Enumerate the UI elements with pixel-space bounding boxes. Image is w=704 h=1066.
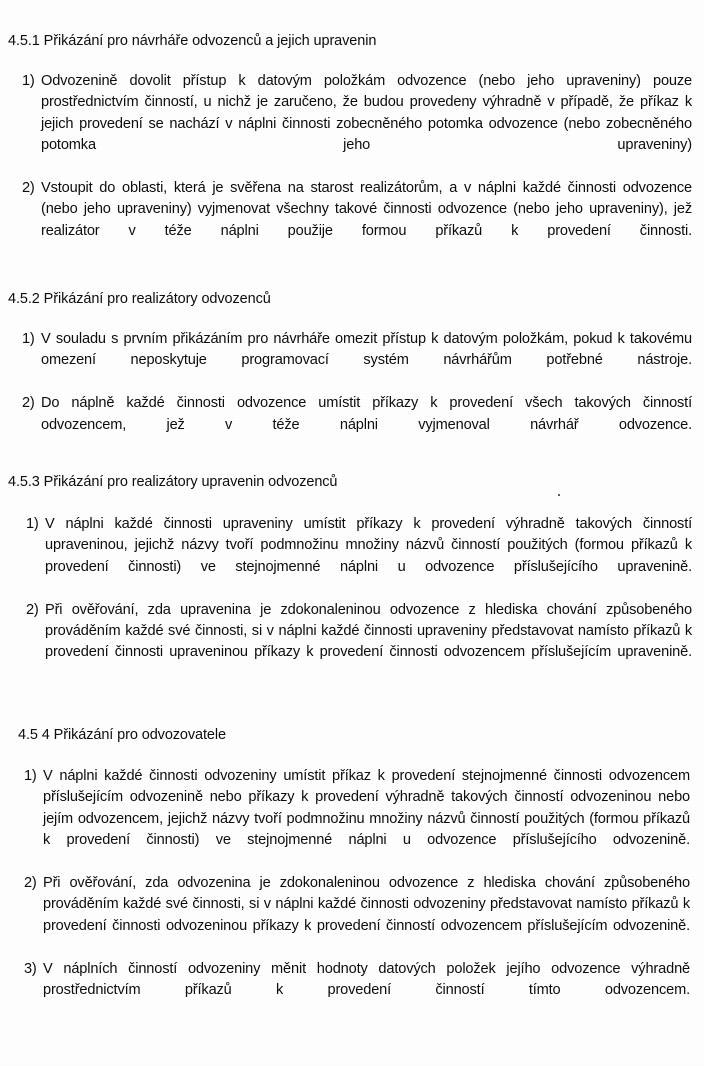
list-item bbox=[22, 393, 692, 457]
list-item bbox=[22, 329, 692, 393]
list-item-text: V náplni každé činnosti upraveniny umístit příkazy k provedení výhradně takových činností upraveninou, jejichž názvy tvoří podmnožinu množiny názvů činností použitých (formou příkazů k provedení činnosti) ve stejnojmenné náplni u odvozence příslušejícího upravenině. bbox=[45, 516, 692, 575]
clause-list-4-5-3 bbox=[26, 514, 692, 685]
section-heading-4-5-2: 4.5.2 Přikázání pro realizátory odvozenců bbox=[8, 291, 271, 307]
list-marker: 1) bbox=[26, 516, 39, 532]
list-item bbox=[24, 959, 690, 1023]
list-item-text: Při ověřování, zda odvozenina je zdokonaleninou odvozence z hlediska chování způsobeného prováděním každé své činnosti, si v náplni každé činnosti odvozeniny představovat namísto příkazů k provedení činnosti odvozeninou příkazy k provedení činností odvozencem příslušejícím odvozenině. bbox=[43, 875, 690, 934]
section-heading-4-5-3: 4.5.3 Přikázání pro realizátory upravenin odvozenců bbox=[8, 474, 338, 490]
list-marker: 1) bbox=[22, 73, 35, 89]
list-marker: 1) bbox=[24, 768, 37, 784]
section-heading-4-5-4: 4.5 4 Přikázání pro odvozovatele bbox=[18, 727, 226, 743]
clause-list-4-5-2 bbox=[22, 329, 692, 457]
list-item-text: Do náplně každé činnosti odvozence umístit příkazy k provedení všech takových činností odvozencem, jež v téže náplni vyjmenoval návrhář odvozence. bbox=[41, 395, 692, 433]
list-item bbox=[24, 873, 690, 959]
list-item bbox=[26, 514, 692, 600]
list-marker: 2) bbox=[24, 875, 37, 892]
list-item-text: V náplni každé činnosti odvozeniny umístit příkaz k provedení stejnojmenné činnosti odvozencem příslušejícím odvozenině nebo příkazy k provedení výhradně takových činností odvozeninou nebo jejím odvozencem, jejichž názvy tvoří podmnožinu množiny názvů činností použitých (formou příkazů k provedení činnosti) ve stejnojmenné náplni u odvozence příslušejícího odvozenině. bbox=[43, 768, 690, 849]
list-item bbox=[26, 600, 692, 686]
section-heading-4-5-1: 4.5.1 Přikázání pro návrháře odvozenců a jejich upravenin bbox=[8, 33, 377, 49]
scan-speck bbox=[558, 494, 560, 496]
clause-list-4-5-4 bbox=[24, 766, 690, 1023]
list-marker: 3) bbox=[24, 960, 37, 977]
list-marker: 1) bbox=[22, 331, 35, 347]
list-item bbox=[22, 71, 692, 178]
list-marker: 2) bbox=[22, 180, 35, 197]
list-item bbox=[22, 178, 692, 264]
list-item-text: V náplních činností odvozeniny měnit hodnoty datových položek jejího odvozence výhradně prostřednictvím příkazů k provedení činností tímto odvozencem. bbox=[43, 960, 690, 999]
list-marker: 2) bbox=[26, 601, 39, 618]
clause-list-4-5-1 bbox=[22, 71, 692, 264]
list-item-text: Při ověřování, zda upravenina je zdokonaleninou odvozence z hlediska chování způsobeného prováděním každé své činnosti, si v náplni každé činnosti upraveniny představovat namísto příkazů k provedení činnosti upraveninou příkazy k provedení činnosti odvozencem příslušejícím upravenině. bbox=[45, 601, 692, 661]
list-item-text: Odvozenině dovolit přístup k datovým položkám odvozence (nebo jeho upraveniny) pouze prostřednictvím činností, u nichž je zaručeno, že budou provedeny výhradně v případě, že příkaz k jejich provedení se nachází v náplni činnosti zobecněného potomka odvozence (nebo zobecněného potomka jeho upraveniny) bbox=[41, 73, 692, 154]
list-item-text: Vstoupit do oblasti, která je svěřena na starost realizátorům, a v náplni každé činnosti odvozence (nebo jeho upraveniny) vyjmenovat všechny takové činnosti odvozence (nebo jeho upraveniny), jež realizátor v téže náplni použije formou příkazů k provedení činnosti. bbox=[41, 180, 692, 239]
list-item bbox=[24, 766, 690, 873]
list-marker: 2) bbox=[22, 395, 35, 412]
list-item-text: V souladu s prvním přikázáním pro návrháře omezit přístup k datovým položkám, pokud k takovému omezení neposkytuje programovací systém návrhářům potřebné nástroje. bbox=[41, 331, 692, 369]
